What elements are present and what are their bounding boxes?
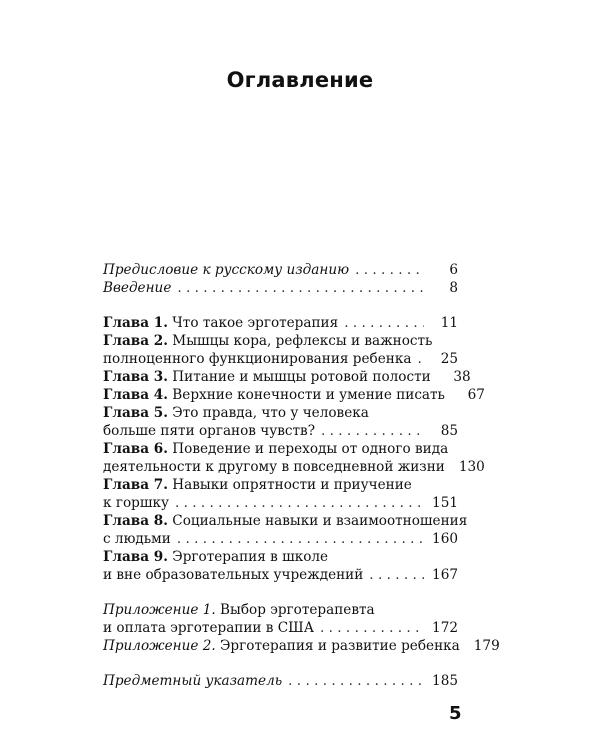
dot-leader — [369, 566, 424, 584]
toc-page-number: 151 — [432, 495, 458, 511]
toc-page-number: 25 — [440, 351, 458, 367]
toc-page-number: 185 — [432, 673, 458, 689]
chapter-title: Эрготерапия в школе — [172, 549, 329, 565]
page-title: Оглавление — [226, 68, 374, 92]
toc-entry-chapter-1[interactable] — [103, 314, 458, 332]
dot-leader — [344, 314, 424, 332]
chapter-label: Глава 6. — [103, 441, 168, 457]
dot-leader — [320, 619, 424, 637]
appendix-label: Приложение 1. — [103, 602, 216, 618]
toc-entry-appendix-1[interactable] — [103, 601, 458, 637]
toc-entry-preface[interactable] — [103, 261, 458, 279]
chapter-label: Глава 2. — [103, 333, 168, 349]
toc-page-number: 160 — [432, 531, 458, 547]
chapter-label: Глава 5. — [103, 405, 168, 421]
chapter-title: Мышцы кора, рефлексы и важность — [172, 333, 433, 349]
table-of-contents — [103, 261, 500, 690]
toc-entry-chapter-7[interactable] — [103, 476, 458, 512]
toc-entry-index[interactable] — [103, 672, 458, 690]
chapter-label: Глава 3. — [103, 369, 168, 385]
toc-page-number: 179 — [473, 638, 500, 654]
section-gap — [103, 655, 458, 672]
appendix-title-continued: и оплата эрготерапии в США — [103, 620, 314, 636]
chapter-title-continued: больше пяти органов чувств? — [103, 423, 315, 439]
chapter-label: Глава 9. — [103, 549, 168, 565]
chapter-label: Глава 1. — [103, 315, 168, 331]
toc-page-number: 11 — [440, 315, 458, 331]
toc-entry-chapter-9[interactable] — [103, 548, 458, 584]
toc-entry-title: Предметный указатель — [103, 673, 283, 689]
toc-page-number: 172 — [432, 620, 458, 636]
chapter-title-continued: деятельности к другому в повседневной жизни — [103, 459, 445, 475]
dot-leader — [288, 672, 424, 690]
chapter-title-continued: с людьми — [103, 531, 171, 547]
toc-page-number: 167 — [432, 567, 458, 583]
chapter-title: Верхние конечности и умение писать — [172, 387, 445, 403]
chapter-label: Глава 8. — [103, 513, 168, 529]
chapter-title-continued: полноценного функционирования ребенка — [103, 351, 412, 367]
dot-leader — [321, 422, 424, 440]
toc-page-number: 8 — [449, 280, 458, 296]
chapter-title-continued: и вне образовательных учреждений — [103, 567, 364, 583]
toc-entry-chapter-5[interactable] — [103, 404, 458, 440]
appendix-title: Выбор эрготерапевта — [220, 602, 375, 618]
toc-entry-chapter-8[interactable] — [103, 512, 468, 548]
toc-entry-title: Предисловие к русскому изданию — [103, 262, 350, 278]
chapter-title: Что такое эрготерапия — [172, 315, 339, 331]
toc-entry-chapter-3[interactable] — [103, 368, 471, 386]
dot-leader — [177, 279, 424, 297]
toc-entry-chapter-4[interactable] — [103, 386, 485, 404]
toc-page-number: 67 — [467, 387, 485, 403]
page-number: 5 — [449, 703, 462, 724]
dot-leader — [417, 350, 424, 368]
toc-entry-introduction[interactable] — [103, 279, 458, 297]
toc-page-number: 85 — [440, 423, 458, 439]
chapter-title: Социальные навыки и взаимоотношения — [172, 513, 468, 529]
toc-page-number: 38 — [453, 369, 471, 385]
toc-entry-title: Введение — [103, 280, 172, 296]
toc-entry-chapter-6[interactable] — [103, 440, 485, 476]
chapter-title: Поведение и переходы от одного вида — [172, 441, 449, 457]
dot-leader — [355, 261, 424, 279]
appendix-title: Эрготерапия и развитие ребенка — [220, 638, 460, 654]
dot-leader — [177, 530, 424, 548]
toc-entry-chapter-2[interactable] — [103, 332, 458, 368]
toc-page-number: 130 — [458, 459, 485, 475]
dot-leader — [175, 494, 424, 512]
chapter-label: Глава 4. — [103, 387, 168, 403]
toc-page-number: 6 — [449, 262, 458, 278]
chapter-title: Питание и мышцы ротовой полости — [172, 369, 431, 385]
section-gap — [103, 297, 458, 314]
section-gap — [103, 584, 458, 601]
chapter-title: Навыки опрятности и приучение — [172, 477, 412, 493]
chapter-title-continued: к горшку — [103, 495, 169, 511]
appendix-label: Приложение 2. — [103, 638, 216, 654]
toc-entry-appendix-2[interactable] — [103, 637, 500, 655]
chapter-label: Глава 7. — [103, 477, 168, 493]
chapter-title: Это правда, что у человека — [172, 405, 369, 421]
